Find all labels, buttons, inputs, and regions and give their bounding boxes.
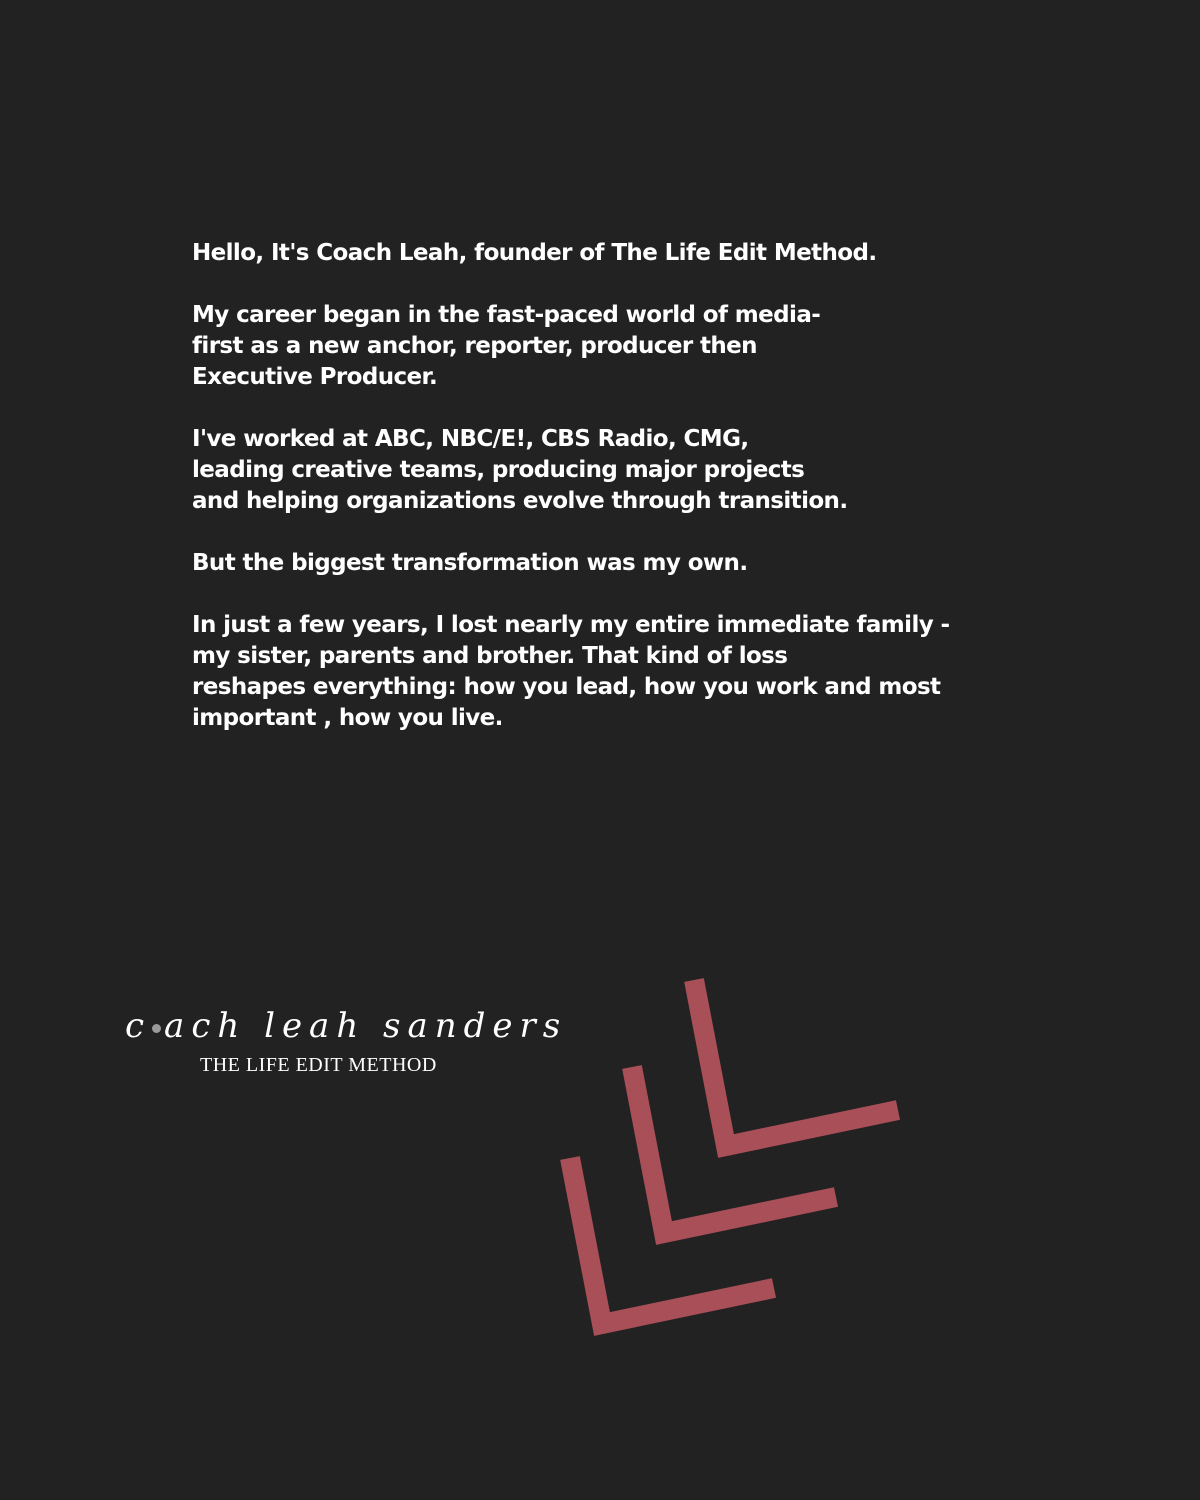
text-line: I've worked at ABC, NBC/E!, CBS Radio, CMG, xyxy=(192,426,749,452)
paragraph-3 xyxy=(192,424,1072,517)
signature-logo xyxy=(125,996,568,1056)
text-line: But the biggest transformation was my own. xyxy=(192,550,748,576)
text-line: important , how you live. xyxy=(192,705,503,731)
text-line: My career began in the fast-paced world of media- xyxy=(192,302,821,328)
paragraph-5 xyxy=(192,610,1072,734)
triple-chevron-down-left-icon xyxy=(540,960,920,1360)
letter-text xyxy=(192,238,1072,765)
text-line: Executive Producer. xyxy=(192,364,438,390)
signature-text-start: c xyxy=(125,1006,152,1046)
signature-text-end: ach leah sanders xyxy=(164,1006,568,1046)
chevron-top-icon xyxy=(694,980,898,1146)
paragraph-1 xyxy=(192,238,1072,269)
paragraph-2 xyxy=(192,300,1072,393)
brand-tagline: THE LIFE EDIT METHOD xyxy=(200,1054,437,1076)
text-line: first as a new anchor, reporter, producer then xyxy=(192,333,757,359)
text-line: and helping organizations evolve through transition. xyxy=(192,488,848,514)
text-line: Hello, It's Coach Leah, founder of The Life Edit Method. xyxy=(192,240,877,266)
text-line: my sister, parents and brother. That kind of loss xyxy=(192,643,788,669)
text-line: reshapes everything: how you lead, how you work and most xyxy=(192,674,941,700)
signature-dot-icon xyxy=(152,1024,161,1033)
text-line: In just a few years, I lost nearly my entire immediate family - xyxy=(192,612,950,638)
text-line: leading creative teams, producing major projects xyxy=(192,457,805,483)
paragraph-4 xyxy=(192,548,1072,579)
